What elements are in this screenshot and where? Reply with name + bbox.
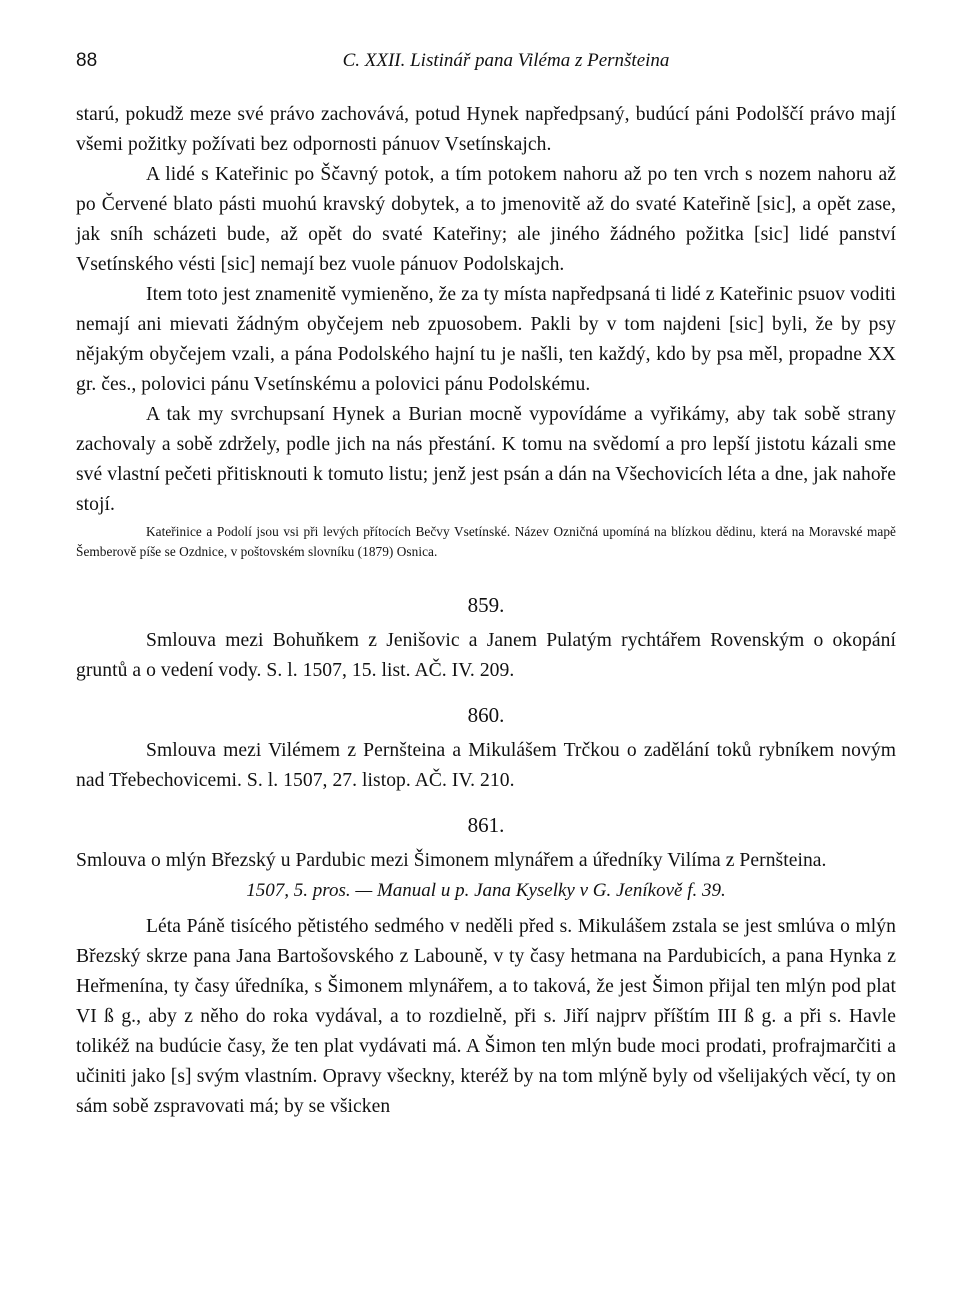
entry-summary: Smlouva mezi Vilémem z Pernšteina a Mikulášem Trčkou o zadělání toků rybníkem novým nad Třebechovicemi. S. l. 1507, 27. listop. AČ. IV. 210. <box>76 740 896 791</box>
paragraph: Item toto jest znamenitě vymieněno, že za ty místa napředpsaná ti lidé z Kateřinic psuov voditi nemají ani mievati žádným obyčejem neb zpuosobem. Pakli by v tom najdeni [sic] byli, že by psy nějakým obyčejem vzali, a pána Podolského hajní tu je našli, ten každý, kdo by psa měl, propadne XX gr. čes., polovici pánu Vsetínskému a polovici pánu Podolskému. <box>76 284 896 395</box>
entry-summary: Smlouva o mlýn Březský u Pardubic mezi Šimonem mlynářem a úředníky Vilíma z Pernšteina. <box>76 850 827 871</box>
entry-number: 861. <box>467 813 505 837</box>
entry-number: 860. <box>467 703 505 727</box>
running-title: C. XXII. Listinář pana Viléma z Pernšteina <box>342 50 670 71</box>
page-header <box>76 50 896 80</box>
paragraph: starú, pokudž meze své právo zachovává, potud Hynek napředpsaný, budúcí páni Podolščí právo mají všemi požitky požívati bez odpornosti pánuov Vsetínskajch. <box>76 104 896 155</box>
page-number: 88 <box>76 50 98 71</box>
source-citation: 1507, 5. pros. — Manual u p. Jana Kyselky v G. Jeníkově f. 39. <box>246 880 726 901</box>
footnote: Kateřinice a Podolí jsou vsi při levých přítocích Bečvy Vsetínské. Název Ozničná upomíná na blízkou dědinu, která na Moravské mapě Šemberově píše se Ozdnice, v poštovském slovníku (1879) Osnica. <box>76 524 896 559</box>
entry-summary: Smlouva mezi Bohuňkem z Jenišovic a Janem Pulatým rychtářem Rovenským o okopání gruntů a o vedení vody. S. l. 1507, 15. list. AČ. IV. 209. <box>76 630 896 681</box>
entry-body: Léta Páně tisícého pětistého sedmého v neděli před s. Mikulášem zstala se jest smlúva o mlýn Březský skrze pana Jana Bartošovského z Labouně, v ty časy hetmana na Pardubicích, a pana Hynka z Heřmenína, ty časy úředníka, s Šimonem mlynářem, a to taková, že jest Šimon přijal ten mlýn pod plat VI ß g., aby z něho do roka vydával, a to rozdielně, při s. Jiří najprv příštím III ß g. a při s. Havle tolikéž na budúcie časy, že ten plat vydávati má. A Šimon ten mlýn bude moci prodati, profrajmarčiti a učiniti jako [s] svým vlastním. Opravy všeckny, kteréž by na tom mlýně byly od všelijakých věcí, ty on sám sobě zspravovati má; by se všicken <box>76 916 896 1117</box>
page-body <box>76 100 896 1122</box>
entry-number: 859. <box>467 593 505 617</box>
paragraph: A lidé s Kateřinic po Ščavný potok, a tím potokem nahoru až po ten vrch s nozem nahoru až po Červené blato pásti muohú kravský dobytek, a to jmenovitě až do svaté Kateřině [sic], a opět zase, jak sníh scházeti bude, až opět do svaté Kateřiny; ale jiného žádného požitka [sic] lidé panství Vsetínského vésti [sic] nemají bez vuole pánuov Podolskajch. <box>76 164 896 275</box>
paragraph: A tak my svrchupsaní Hynek a Burian mocně vypovídáme a vyřikámy, aby tak sobě strany zachovaly a sobě zdržely, podle jich na nás přestání. K tomu na svědomí a pro lepší jistotu kázali sme své vlastní pečeti přitisknouti k tomuto listu; jenž jest psán a dán na Všechovicích léta a dne, jak nahoře stojí. <box>76 404 896 515</box>
